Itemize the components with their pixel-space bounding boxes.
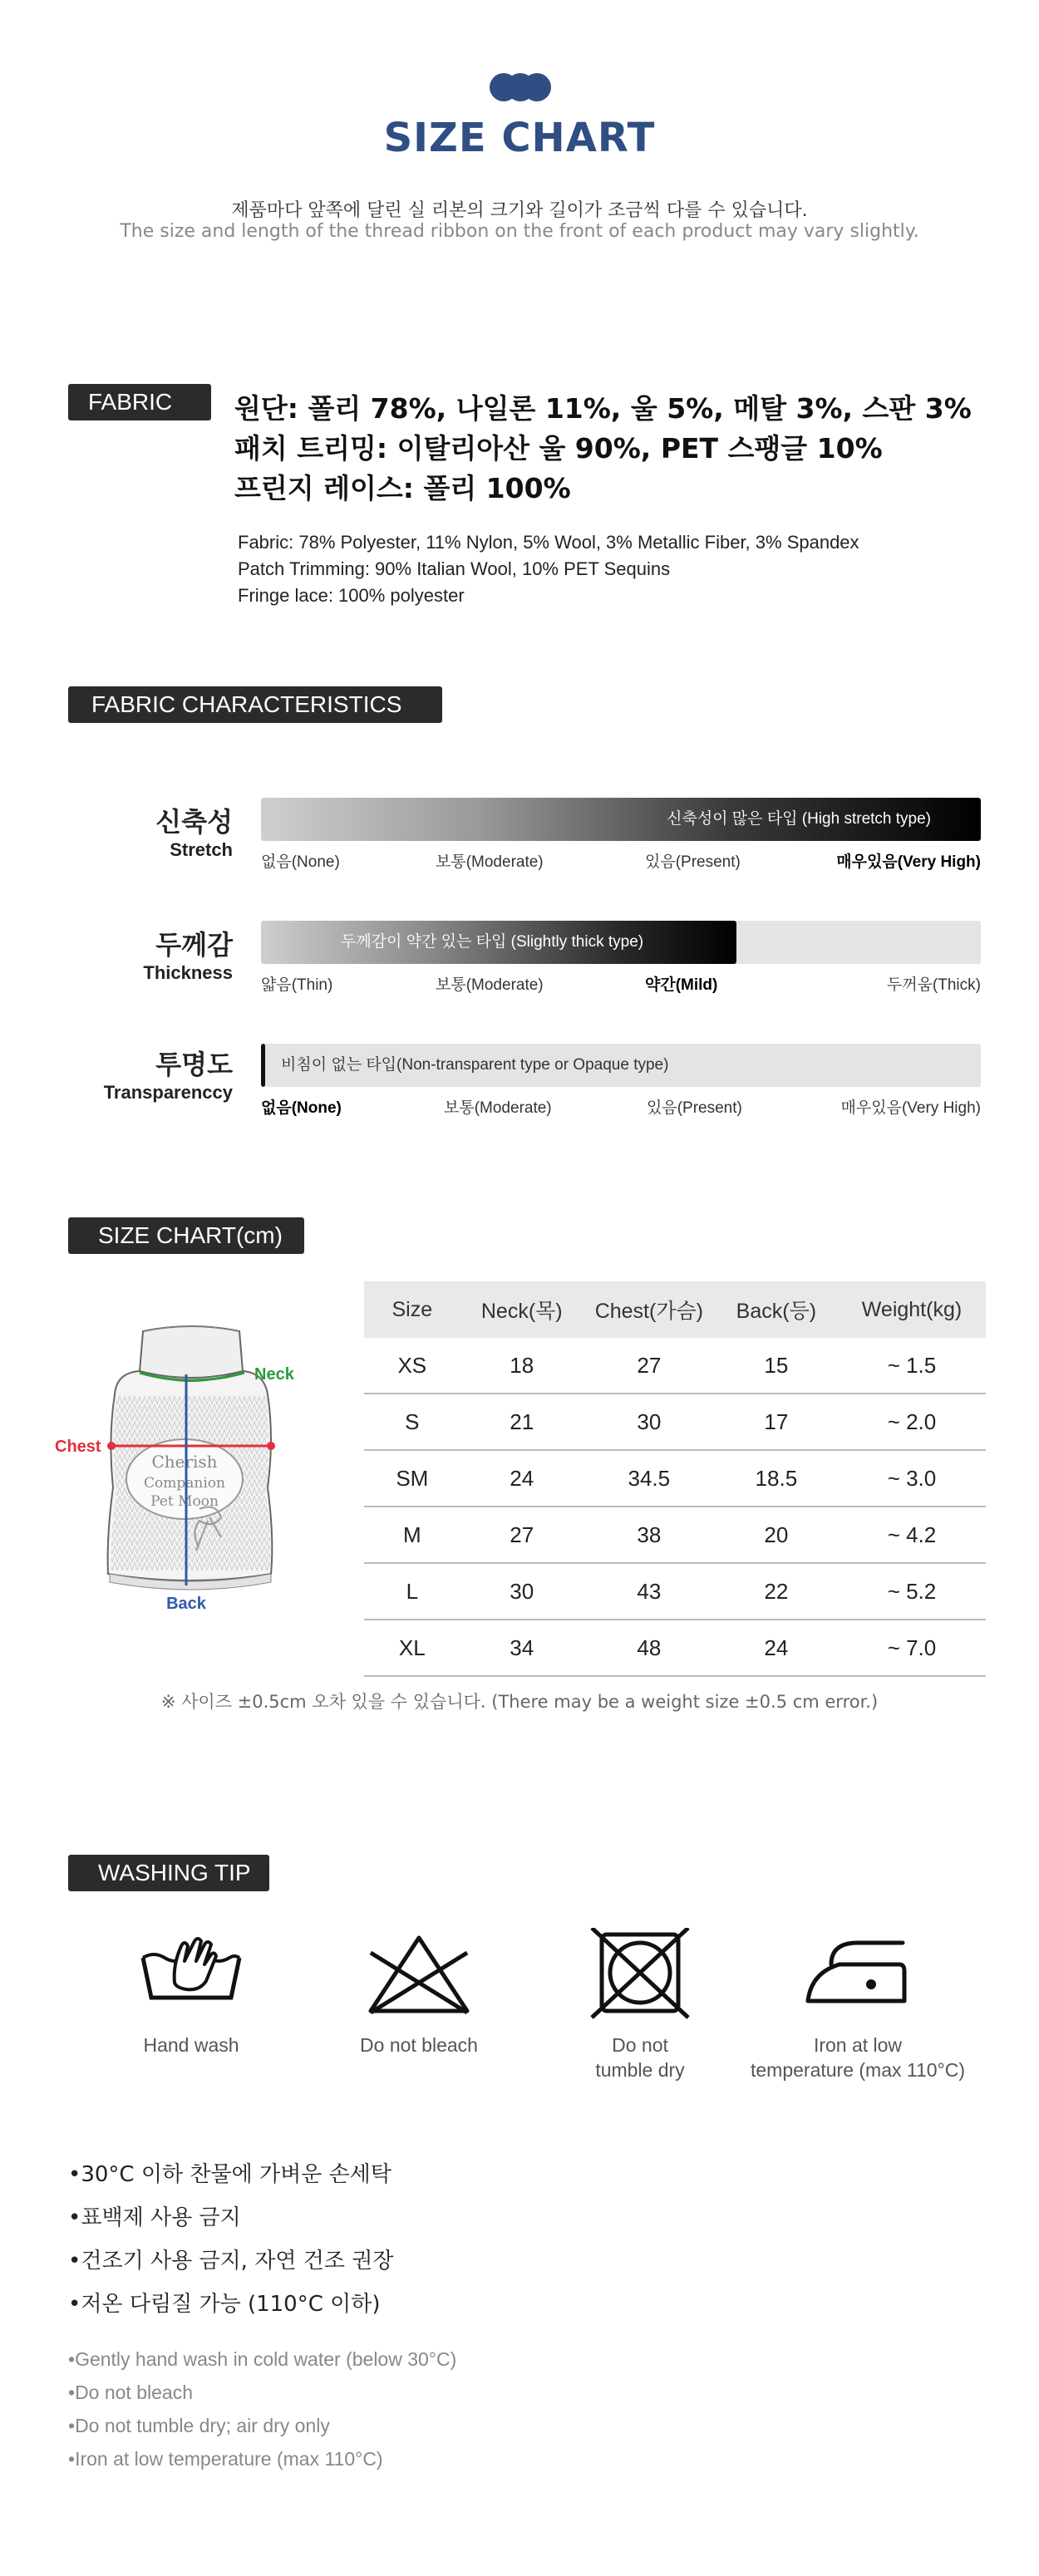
cell-neck: 24	[460, 1450, 584, 1507]
tip-en-4: •Iron at low temperature (max 110°C)	[68, 2448, 383, 2470]
tip-ko-1-text: 30°C 이하 찬물에 가벼운 손세탁	[81, 2162, 391, 2187]
cell-weight: ~ 7.0	[838, 1620, 986, 1676]
transparency-label-en: Transparenccy	[103, 1082, 233, 1103]
col-back: Back(등)	[715, 1281, 838, 1338]
hand-wash-icon	[133, 1928, 249, 2019]
cell-back: 22	[715, 1563, 838, 1620]
cell-weight: ~ 1.5	[838, 1338, 986, 1394]
subtitle-korean: 제품마다 앞쪽에 달린 실 리본의 크기와 길이가 조금씩 다를 수 있습니다.	[231, 200, 808, 221]
no-tumble-dry-icon	[582, 1928, 698, 2019]
cell-chest: 43	[584, 1563, 715, 1620]
fabric-composition-en-1: Fabric: 78% Polyester, 11% Nylon, 5% Wool, 3% Metallic Fiber, 3% Spandex	[238, 532, 859, 553]
fabric-characteristics-label: FABRIC CHARACTERISTICS	[68, 686, 442, 723]
fabric-label: FABRIC	[68, 384, 211, 420]
fabric-composition-en-2: Patch Trimming: 90% Italian Wool, 10% PET Sequins	[238, 558, 671, 579]
cell-weight: ~ 2.0	[838, 1394, 986, 1450]
table-row	[364, 1338, 986, 1394]
cell-neck: 21	[460, 1394, 584, 1450]
tip-en-4-text: Iron at low temperature (max 110°C)	[75, 2448, 383, 2470]
col-size: Size	[364, 1281, 460, 1338]
cell-chest: 48	[584, 1620, 715, 1676]
cell-neck: 30	[460, 1563, 584, 1620]
cell-chest: 27	[584, 1338, 715, 1394]
stretch-scale	[261, 849, 981, 871]
page-title: SIZE CHART	[383, 115, 656, 161]
cell-size: SM	[364, 1450, 460, 1507]
thickness-bar-text: 두께감이 약간 있는 타입 (Slightly thick type)	[341, 933, 644, 951]
size-table-header	[364, 1281, 986, 1338]
fabric-composition-ko-2: 패치 트리밍: 이탈리아산 울 90%, PET 스팽글 10%	[234, 432, 883, 465]
header-dots-icon	[491, 73, 549, 101]
no-tumble-dry-label: Do not tumble dry	[595, 2034, 685, 2081]
thickness-bar	[261, 921, 981, 964]
garment-patch-line-1: Cherish	[151, 1452, 218, 1472]
transparency-label-ko: 투명도	[155, 1049, 233, 1080]
tip-en-1: •Gently hand wash in cold water (below 30°C)	[68, 2348, 457, 2370]
stretch-label-ko: 신축성	[155, 806, 233, 838]
cell-back: 15	[715, 1338, 838, 1394]
no-bleach-label: Do not bleach	[360, 2034, 478, 2056]
stretch-bar-text: 신축성이 많은 타입 (High stretch type)	[667, 810, 931, 828]
cell-weight: ~ 5.2	[838, 1563, 986, 1620]
transparency-scale-1: 없음(None)	[261, 1099, 342, 1117]
tip-ko-4: •저온 다림질 가능 (110°C 이하)	[68, 2292, 381, 2317]
tip-ko-4-text: 저온 다림질 가능 (110°C 이하)	[81, 2292, 381, 2317]
iron-low-label: Iron at low temperature (max 110°C)	[750, 2034, 966, 2081]
chest-measure-label: Chest	[55, 1438, 101, 1456]
transparency-bar-marker	[261, 1044, 265, 1087]
cell-neck: 34	[460, 1620, 584, 1676]
size-tolerance-note: ※ 사이즈 ±0.5cm 오차 있을 수 있습니다. (There may be a weight size ±0.5 cm error.)	[160, 1692, 879, 1712]
cell-chest: 34.5	[584, 1450, 715, 1507]
fabric-composition-en-3: Fringe lace: 100% polyester	[238, 585, 465, 606]
thickness-scale-1: 얇음(Thin)	[261, 976, 333, 994]
stretch-scale-4: 매우있음(Very High)	[836, 853, 981, 871]
cell-neck: 18	[460, 1338, 584, 1394]
hand-wash-label: Hand wash	[143, 2034, 239, 2056]
transparency-bar-text: 비침이 없는 타입(Non-transparent type or Opaque type)	[281, 1056, 669, 1074]
tip-ko-2-text: 표백제 사용 금지	[81, 2205, 241, 2230]
cell-weight: ~ 3.0	[838, 1450, 986, 1507]
col-neck: Neck(목)	[460, 1281, 584, 1338]
cell-size: L	[364, 1563, 460, 1620]
size-chart-label: SIZE CHART(cm)	[68, 1217, 304, 1254]
garment-patch-line-3: Pet Moon	[150, 1493, 219, 1510]
thickness-scale-4: 두꺼움(Thick)	[886, 976, 981, 994]
transparency-scale-2: 보통(Moderate)	[444, 1099, 552, 1117]
col-chest: Chest(가슴)	[584, 1281, 715, 1338]
table-row	[364, 1620, 986, 1676]
tip-ko-2: •표백제 사용 금지	[68, 2205, 241, 2230]
garment-collar	[140, 1326, 243, 1378]
table-row	[364, 1450, 986, 1507]
tip-en-1-text: Gently hand wash in cold water (below 30°C)	[75, 2348, 457, 2370]
cell-size: XS	[364, 1338, 460, 1394]
stretch-bar	[261, 798, 981, 841]
thickness-scale	[261, 972, 981, 994]
stretch-scale-2: 보통(Moderate)	[436, 853, 544, 871]
no-bleach-icon	[361, 1928, 477, 2019]
cell-chest: 38	[584, 1507, 715, 1563]
tip-ko-3-text: 건조기 사용 금지, 자연 건조 권장	[81, 2249, 394, 2274]
table-row	[364, 1394, 986, 1450]
cell-back: 17	[715, 1394, 838, 1450]
cell-size: XL	[364, 1620, 460, 1676]
cell-neck: 27	[460, 1507, 584, 1563]
thickness-scale-3: 약간(Mild)	[645, 976, 718, 994]
tip-ko-3: •건조기 사용 금지, 자연 건조 권장	[68, 2249, 394, 2274]
stretch-scale-3: 있음(Present)	[645, 853, 741, 871]
tip-en-3-text: Do not tumble dry; air dry only	[75, 2415, 330, 2436]
transparency-scale-3: 있음(Present)	[647, 1099, 742, 1117]
cell-chest: 30	[584, 1394, 715, 1450]
thickness-label-en: Thickness	[143, 962, 233, 983]
neck-measure-label: Neck	[254, 1365, 294, 1384]
table-row	[364, 1507, 986, 1563]
cell-weight: ~ 4.2	[838, 1507, 986, 1563]
tip-ko-1: •30°C 이하 찬물에 가벼운 손세탁	[68, 2162, 391, 2187]
fabric-composition-ko-3: 프린지 레이스: 폴리 100%	[234, 472, 571, 504]
cell-size: S	[364, 1394, 460, 1450]
thickness-label-ko: 두께감	[155, 929, 233, 961]
col-weight: Weight(kg)	[838, 1281, 986, 1338]
stretch-scale-1: 없음(None)	[261, 853, 340, 871]
transparency-scale	[261, 1095, 981, 1117]
garment-diagram	[50, 1321, 299, 1620]
stretch-label-en: Stretch	[170, 839, 233, 860]
subtitle-english: The size and length of the thread ribbon on the front of each product may vary slightly.	[120, 221, 919, 242]
iron-low-icon	[800, 1928, 916, 2019]
transparency-bar	[261, 1044, 981, 1087]
size-table	[364, 1281, 986, 1677]
cell-size: M	[364, 1507, 460, 1563]
cell-back: 20	[715, 1507, 838, 1563]
washing-tip-label: WASHING TIP	[68, 1855, 269, 1891]
transparency-scale-4: 매우있음(Very High)	[840, 1099, 981, 1117]
garment-patch-line-2: Companion	[144, 1475, 225, 1492]
tip-en-2-text: Do not bleach	[75, 2382, 193, 2403]
tip-en-2: •Do not bleach	[68, 2382, 193, 2403]
fabric-composition-ko-1: 원단: 폴리 78%, 나일론 11%, 울 5%, 메탈 3%, 스판 3%	[234, 392, 972, 425]
table-row	[364, 1563, 986, 1620]
thickness-scale-2: 보통(Moderate)	[436, 976, 544, 994]
cell-back: 18.5	[715, 1450, 838, 1507]
tip-en-3: •Do not tumble dry; air dry only	[68, 2415, 330, 2436]
back-measure-label: Back	[166, 1595, 206, 1613]
cell-back: 24	[715, 1620, 838, 1676]
